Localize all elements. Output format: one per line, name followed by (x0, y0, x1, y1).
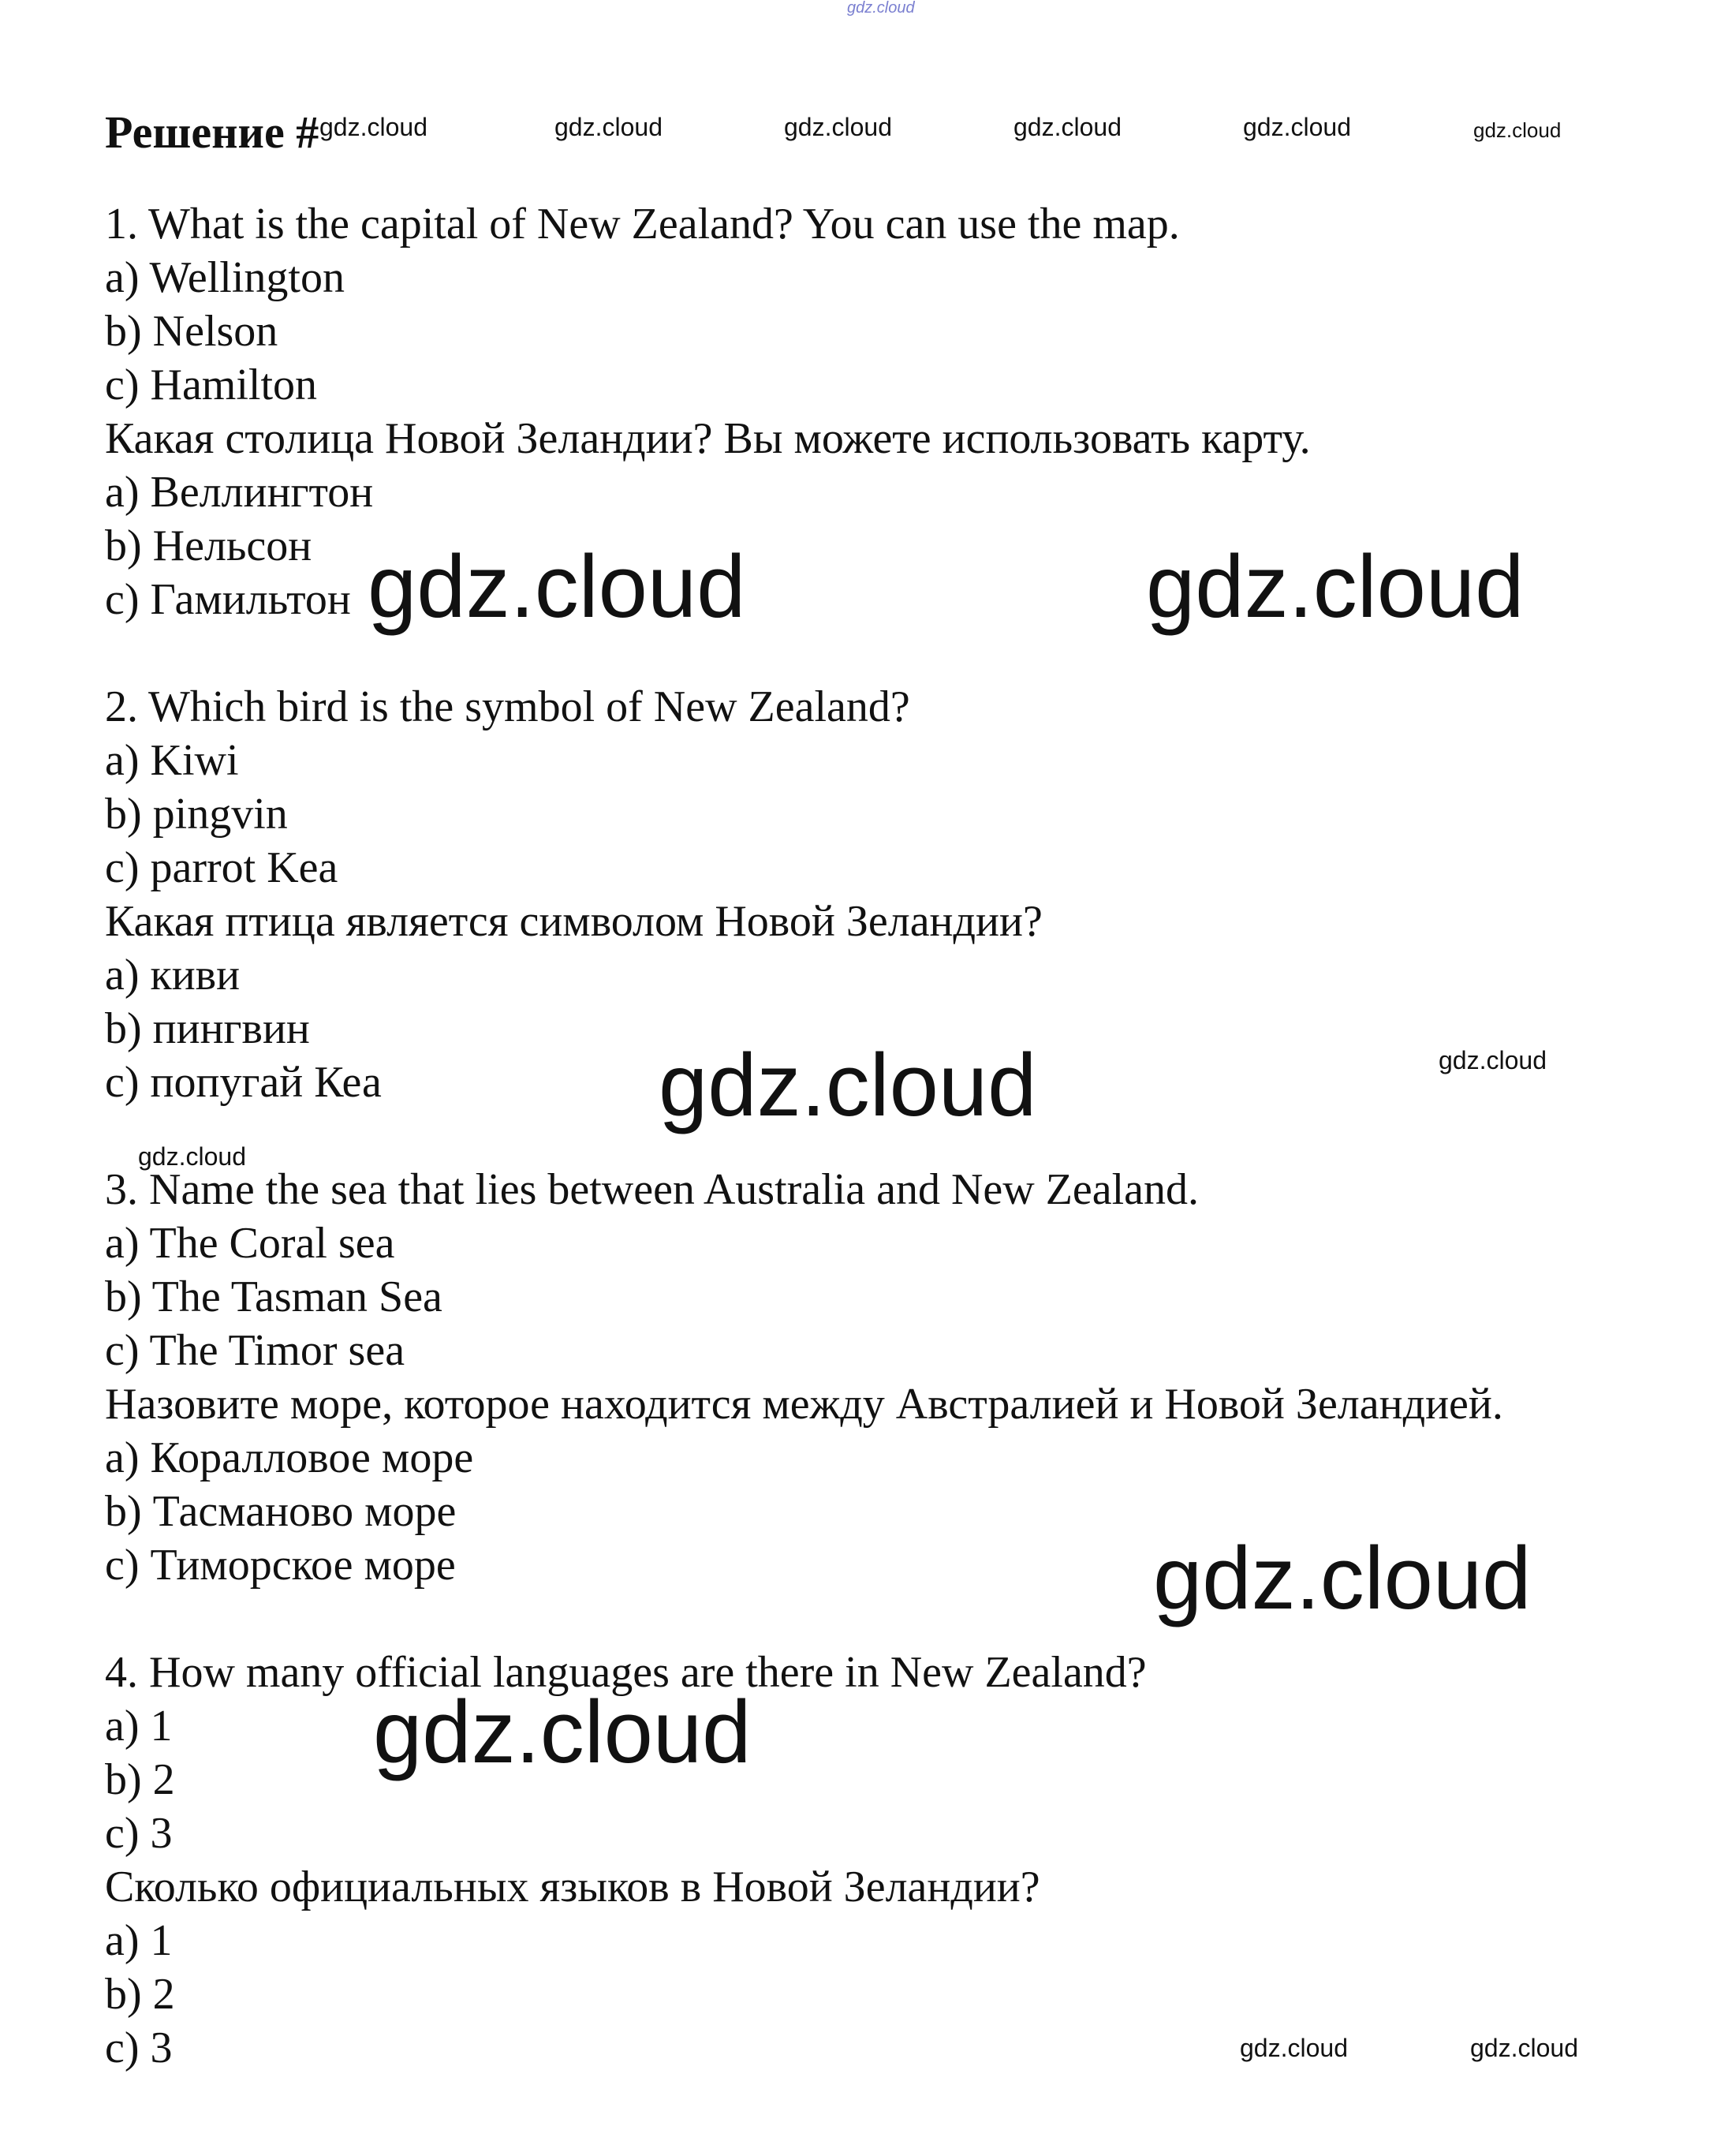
question-4-english: 4. How many official languages are there in New Zealand? (105, 1648, 1147, 1697)
watermark: gdz.cloud (659, 1036, 1037, 1134)
question-3-russian: Назовите море, которое находится между Австралией и Новой Зеландией. (105, 1380, 1503, 1429)
question-1-ru-option-c: c) Гамильтон (105, 575, 351, 624)
question-3-ru-option-b: b) Тасманово море (105, 1487, 457, 1536)
question-2-russian: Какая птица является символом Новой Зеландии? (105, 897, 1043, 946)
question-3-option-b: b) The Tasman Sea (105, 1272, 442, 1321)
question-3-ru-option-c: c) Тиморское море (105, 1541, 456, 1590)
page-title: Решение # (105, 106, 319, 158)
question-3-ru-option-a: a) Коралловое море (105, 1433, 474, 1482)
watermark: gdz.cloud (784, 113, 892, 141)
question-1-option-c: c) Hamilton (105, 361, 318, 409)
question-4-ru-option-a: a) 1 (105, 1916, 173, 1965)
watermark: gdz.cloud (368, 537, 746, 636)
question-1-ru-option-b: b) Нельсон (105, 521, 312, 570)
question-1-option-a: a) Wellington (105, 253, 345, 302)
question-2-ru-option-b: b) пингвин (105, 1004, 310, 1053)
question-2-option-b: b) pingvin (105, 790, 288, 839)
watermark: gdz.cloud (1470, 2034, 1578, 2062)
question-3-option-a: a) The Coral sea (105, 1219, 395, 1268)
watermark: gdz.cloud (1146, 537, 1525, 636)
watermark: gdz.cloud (847, 0, 915, 17)
question-2-ru-option-a: a) киви (105, 951, 241, 1000)
question-2-english: 2. Which bird is the symbol of New Zealand? (105, 682, 910, 731)
question-4-ru-option-b: b) 2 (105, 1970, 175, 2019)
watermark: gdz.cloud (319, 113, 427, 141)
question-3-english: 3. Name the sea that lies between Australia and New Zealand. (105, 1165, 1200, 1214)
question-4-option-a: a) 1 (105, 1702, 173, 1751)
question-1-english: 1. What is the capital of New Zealand? You can use the map. (105, 200, 1180, 248)
watermark: gdz.cloud (1013, 113, 1122, 141)
question-4-ru-option-c: c) 3 (105, 2023, 173, 2072)
question-1-option-b: b) Nelson (105, 307, 278, 356)
question-3-option-c: c) The Timor sea (105, 1326, 405, 1375)
question-4-russian: Сколько официальных языков в Новой Зеландии? (105, 1863, 1040, 1911)
watermark: gdz.cloud (1240, 2034, 1348, 2062)
question-2-option-c: c) parrot Kea (105, 843, 338, 892)
question-2-option-a: a) Kiwi (105, 736, 239, 785)
watermark: gdz.cloud (138, 1142, 246, 1171)
question-2-ru-option-c: c) попугай Кеа (105, 1058, 382, 1107)
question-1-ru-option-a: a) Веллингтон (105, 468, 374, 517)
watermark: gdz.cloud (1473, 118, 1562, 142)
question-4-option-c: c) 3 (105, 1809, 173, 1858)
watermark: gdz.cloud (1439, 1046, 1547, 1074)
question-4-option-b: b) 2 (105, 1755, 175, 1804)
watermark: gdz.cloud (1153, 1529, 1532, 1627)
question-1-russian: Какая столица Новой Зеландии? Вы можете использовать карту. (105, 414, 1311, 463)
watermark: gdz.cloud (1243, 113, 1351, 141)
watermark: gdz.cloud (554, 113, 663, 141)
watermark: gdz.cloud (373, 1683, 752, 1781)
